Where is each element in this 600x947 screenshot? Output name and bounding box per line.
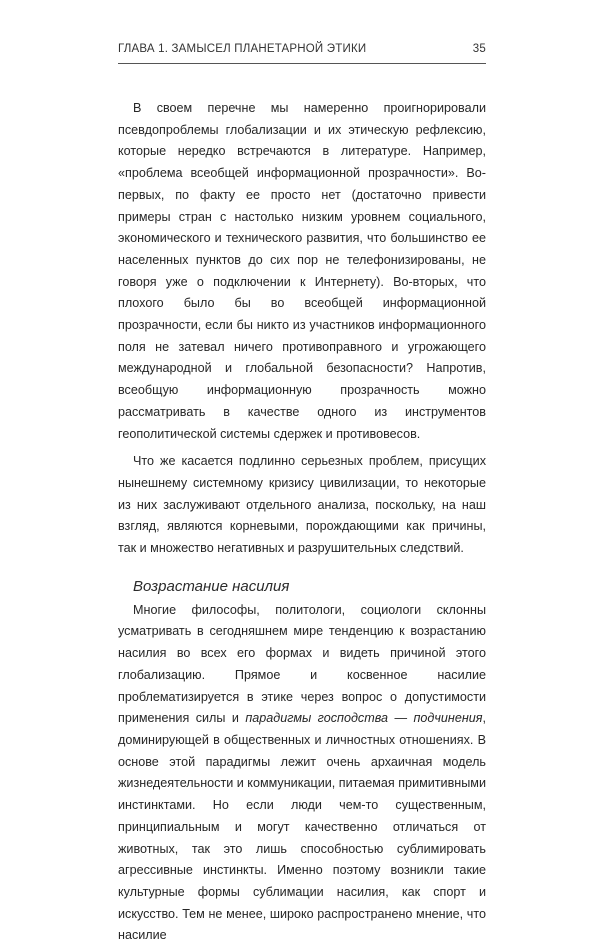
section-title: Возрастание насилия	[133, 577, 290, 595]
header-rule	[118, 63, 486, 64]
paragraph-1: В своем перечне мы намеренно проигнорировали псевдопроблемы глобализации и их этическую рефлексию, которые нередко встречаются в литературе. Например, «проблема всеобщей информационной прозрачности». Во-первых, по факту ее просто нет (достаточно привести примеры стран с настолько низким уровнем социального, экономического и технического развития, что большинство ее населенных пунктов до сих пор не телефонизированы, не говоря уже о подключении к Интернету). Во-вторых, что плохого было бы во всеобщей информационной прозрачности, если бы никто из участников информационного поля не затевал ничего противоправного и угрожающего международной и глобальной безопасности? Напротив, всеобщую информационную прозрачность можно рассматривать в качестве одного из инструментов геополитической системы сдержек и противовесов.	[118, 101, 486, 441]
paragraph-3-end: , доминирующей в общественных и личностных отношениях. В основе этой парадигмы лежит очень архаичная модель жизнедеятельности и коммуникации, питаемая примитивными инстинктами. Но если люди чем-то существенным, принципиальным и могут качественно отличаться от животных, так это лишь способностью сублимировать агрессивные инстинкты. Именно поэтому возникли такие культурные формы сублимации насилия, как спорт и искусство. Тем не менее, широко распространено мнение, что насилие	[118, 711, 486, 943]
page-body	[118, 98, 486, 947]
running-header	[118, 43, 486, 55]
paragraph-2: Что же касается подлинно серьезных проблем, присущих нынешнему системному кризису цивилизации, то некоторые из них заслуживают отдельного анализа, поскольку, на наш взгляд, являются корневыми, порождающими как причины, так и множество негативных и разрушительных следствий.	[118, 454, 486, 556]
page-number: 35	[472, 43, 486, 55]
paragraph-3-start: Многие философы, политологи, социологи склонны усматривать в сегодняшнем мире тенденцию к возрастанию насилия во всех его формах и видеть причиной этого глобализацию. Прямое и косвенное насилие проблематизируется в этике через вопрос о допустимости применения силы и	[118, 602, 486, 726]
paragraph-3-emphasis: парадигмы господства — подчинения	[245, 711, 483, 726]
running-title: ГЛАВА 1. ЗАМЫСЕЛ ПЛАНЕТАРНОЙ ЭТИКИ	[118, 43, 367, 55]
paragraph-3	[118, 600, 486, 947]
